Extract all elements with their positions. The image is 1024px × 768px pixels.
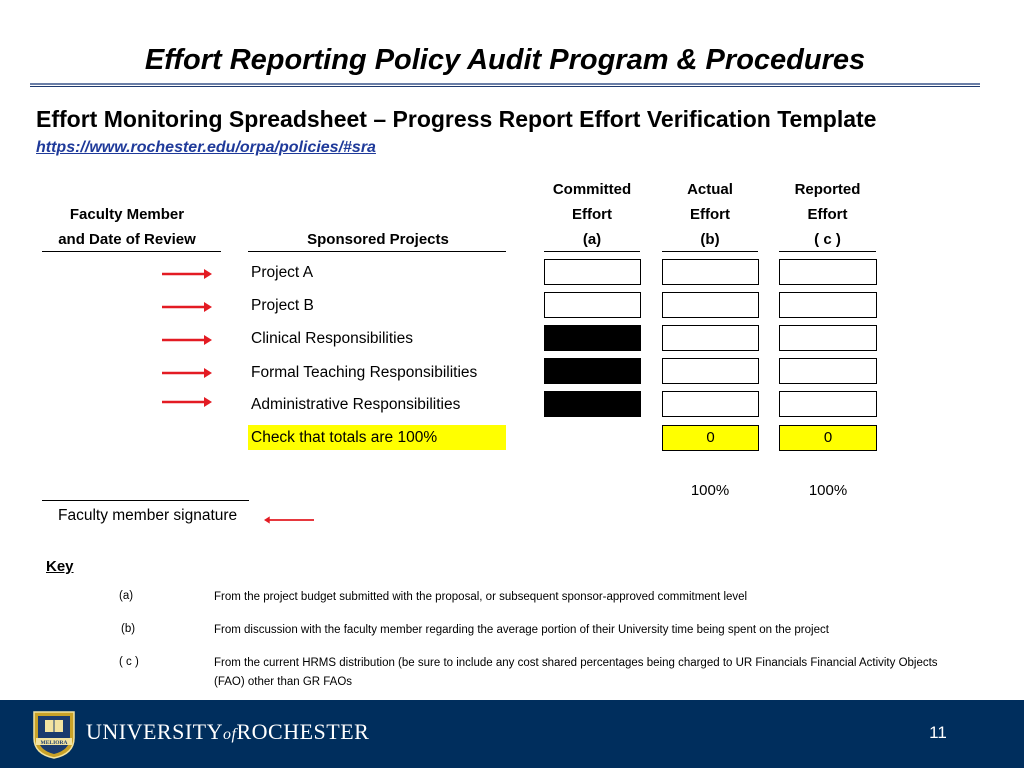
reported-cell[interactable] bbox=[779, 259, 877, 285]
actual-header-line3: (b) bbox=[700, 231, 720, 248]
reported-percent: 100% bbox=[808, 482, 848, 499]
actual-cell[interactable] bbox=[662, 259, 759, 285]
faculty-header bbox=[42, 202, 212, 252]
committed-header-line3: (a) bbox=[582, 231, 602, 248]
faculty-header-line1: Faculty Member bbox=[69, 206, 185, 223]
reported-total: 0 bbox=[779, 425, 877, 451]
actual-cell[interactable] bbox=[662, 358, 759, 384]
sponsored-header: Sponsored Projects bbox=[307, 231, 449, 248]
key-letter-c: ( c ) bbox=[119, 656, 139, 668]
red-arrow-right-icon bbox=[162, 367, 212, 379]
title-divider-accent bbox=[30, 86, 980, 87]
university-wordmark bbox=[86, 719, 369, 745]
red-arrow-right-icon bbox=[162, 396, 212, 408]
slide-title: Effort Reporting Policy Audit Program & Procedures bbox=[144, 44, 866, 76]
actual-cell[interactable] bbox=[662, 325, 759, 351]
actual-cell[interactable] bbox=[662, 292, 759, 318]
signature-line bbox=[42, 500, 249, 501]
reported-cell[interactable] bbox=[779, 358, 877, 384]
key-desc-b: From discussion with the faculty member regarding the average portion of their University time being spent on the project bbox=[214, 624, 829, 636]
row-label: Administrative Responsibilities bbox=[251, 396, 461, 413]
faculty-underline bbox=[42, 251, 221, 252]
wordmark-part2: ROCHESTER bbox=[236, 719, 370, 744]
university-seal-icon bbox=[32, 710, 76, 760]
actual-header-line1: Actual bbox=[687, 181, 733, 198]
slide-subtitle: Effort Monitoring Spreadsheet – Progress Report Effort Verification Template bbox=[36, 106, 877, 132]
committed-cell-blocked bbox=[544, 358, 641, 384]
committed-header-line1: Committed bbox=[552, 181, 632, 198]
red-arrow-right-icon bbox=[162, 268, 212, 280]
policy-link[interactable]: https://www.rochester.edu/orpa/policies/#sra bbox=[36, 139, 376, 156]
reported-header-line3: ( c ) bbox=[814, 231, 841, 248]
actual-percent: 100% bbox=[690, 482, 730, 499]
key-title: Key bbox=[46, 558, 74, 575]
seal-text: MELIORA bbox=[40, 740, 68, 746]
red-arrow-right-icon bbox=[162, 334, 212, 346]
actual-underline bbox=[662, 251, 758, 252]
actual-cell[interactable] bbox=[662, 391, 759, 417]
wordmark-part1: UNIVERSITY bbox=[86, 719, 223, 744]
row-label: Clinical Responsibilities bbox=[251, 330, 413, 347]
row-label: Project A bbox=[251, 264, 314, 281]
committed-header bbox=[544, 177, 640, 252]
sponsored-underline bbox=[248, 251, 506, 252]
key-letter-b: (b) bbox=[121, 623, 136, 635]
red-arrow-right-icon bbox=[162, 301, 212, 313]
red-arrow-left-icon bbox=[264, 514, 314, 526]
reported-underline bbox=[779, 251, 876, 252]
row-label: Project B bbox=[251, 297, 314, 314]
actual-header-line2: Effort bbox=[690, 206, 730, 223]
committed-cell-blocked bbox=[544, 325, 641, 351]
actual-header bbox=[662, 177, 758, 252]
faculty-header-line2: and Date of Review bbox=[58, 231, 196, 248]
committed-cell[interactable] bbox=[544, 259, 641, 285]
actual-total: 0 bbox=[662, 425, 759, 451]
reported-cell[interactable] bbox=[779, 325, 877, 351]
committed-header-line2: Effort bbox=[572, 206, 612, 223]
reported-cell[interactable] bbox=[779, 292, 877, 318]
committed-cell[interactable] bbox=[544, 292, 641, 318]
key-letter-a: (a) bbox=[119, 590, 134, 602]
committed-cell-blocked bbox=[544, 391, 641, 417]
reported-header-line2: Effort bbox=[807, 206, 848, 223]
row-label: Formal Teaching Responsibilities bbox=[251, 364, 478, 381]
title-divider bbox=[30, 83, 980, 85]
key-desc-a: From the project budget submitted with the proposal, or subsequent sponsor-approved commitment level bbox=[214, 591, 748, 603]
key-desc-c: From the current HRMS distribution (be sure to include any cost shared percentages being charged to UR Financials Financial Activity Objects (FAO) other than GR FAOs bbox=[214, 657, 938, 688]
committed-underline bbox=[544, 251, 640, 252]
reported-header bbox=[779, 177, 876, 252]
wordmark-of: of bbox=[223, 726, 237, 743]
reported-cell[interactable] bbox=[779, 391, 877, 417]
reported-header-line1: Reported bbox=[794, 181, 861, 198]
signature-label: Faculty member signature bbox=[58, 507, 238, 524]
page-number: 11 bbox=[929, 723, 947, 742]
totals-check-label: Check that totals are 100% bbox=[248, 425, 506, 450]
